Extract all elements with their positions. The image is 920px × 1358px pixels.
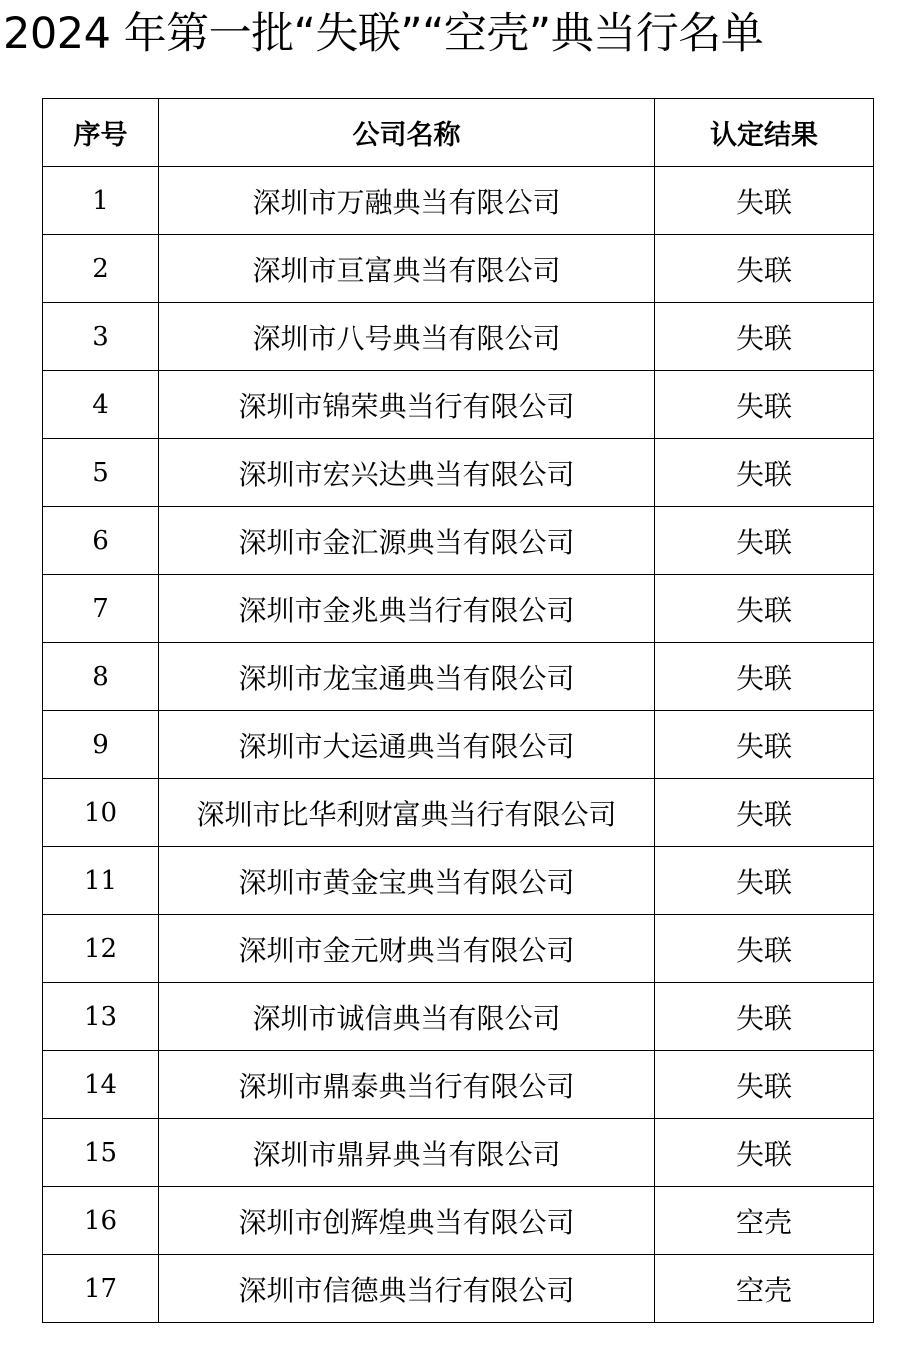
row-company-name: 深圳市万融典当有限公司 [159, 167, 655, 235]
row-serial-number: 13 [43, 983, 159, 1051]
row-serial-number: 7 [43, 575, 159, 643]
row-result: 失联 [655, 915, 874, 983]
row-company-name: 深圳市创辉煌典当有限公司 [159, 1187, 655, 1255]
row-serial-number: 12 [43, 915, 159, 983]
row-company-name: 深圳市锦荣典当行有限公司 [159, 371, 655, 439]
row-serial-number: 11 [43, 847, 159, 915]
header-determination-result: 认定结果 [655, 99, 874, 167]
row-serial-number: 6 [43, 507, 159, 575]
row-company-name: 深圳市鼎昇典当有限公司 [159, 1119, 655, 1187]
row-serial-number: 16 [43, 1187, 159, 1255]
row-serial-number: 8 [43, 643, 159, 711]
header-serial-number: 序号 [43, 99, 159, 167]
row-company-name: 深圳市龙宝通典当有限公司 [159, 643, 655, 711]
table-body [43, 167, 874, 1323]
table-row [43, 1051, 874, 1119]
row-company-name: 深圳市金兆典当行有限公司 [159, 575, 655, 643]
header-company-name: 公司名称 [159, 99, 655, 167]
row-company-name: 深圳市诚信典当有限公司 [159, 983, 655, 1051]
row-serial-number: 17 [43, 1255, 159, 1323]
table-row [43, 575, 874, 643]
table-row [43, 643, 874, 711]
table-row [43, 303, 874, 371]
table-row [43, 711, 874, 779]
row-company-name: 深圳市宏兴达典当有限公司 [159, 439, 655, 507]
row-result: 失联 [655, 303, 874, 371]
table-row [43, 779, 874, 847]
row-company-name: 深圳市亘富典当有限公司 [159, 235, 655, 303]
row-company-name: 深圳市鼎泰典当行有限公司 [159, 1051, 655, 1119]
table-row [43, 1255, 874, 1323]
table-row [43, 847, 874, 915]
table-row [43, 983, 874, 1051]
row-result: 失联 [655, 983, 874, 1051]
row-result: 失联 [655, 847, 874, 915]
row-result: 失联 [655, 779, 874, 847]
row-result: 失联 [655, 711, 874, 779]
row-result: 失联 [655, 371, 874, 439]
row-serial-number: 14 [43, 1051, 159, 1119]
table-row [43, 439, 874, 507]
pawnshop-list-table [42, 98, 874, 1323]
document-title: 2024 年第一批“失联”“空壳”典当行名单 [3, 9, 764, 59]
table-row [43, 235, 874, 303]
row-company-name: 深圳市黄金宝典当有限公司 [159, 847, 655, 915]
row-result: 失联 [655, 507, 874, 575]
row-serial-number: 15 [43, 1119, 159, 1187]
row-company-name: 深圳市信德典当行有限公司 [159, 1255, 655, 1323]
row-company-name: 深圳市金汇源典当有限公司 [159, 507, 655, 575]
row-result: 失联 [655, 1051, 874, 1119]
table-row [43, 1187, 874, 1255]
row-result: 失联 [655, 575, 874, 643]
table-header-row [43, 99, 874, 167]
row-company-name: 深圳市比华利财富典当行有限公司 [159, 779, 655, 847]
row-result: 空壳 [655, 1255, 874, 1323]
row-result: 失联 [655, 235, 874, 303]
row-company-name: 深圳市金元财典当有限公司 [159, 915, 655, 983]
row-result: 失联 [655, 439, 874, 507]
row-company-name: 深圳市八号典当有限公司 [159, 303, 655, 371]
table-row [43, 1119, 874, 1187]
row-result: 失联 [655, 643, 874, 711]
row-serial-number: 5 [43, 439, 159, 507]
row-result: 失联 [655, 167, 874, 235]
table-row [43, 507, 874, 575]
table-row [43, 371, 874, 439]
row-serial-number: 3 [43, 303, 159, 371]
row-result: 失联 [655, 1119, 874, 1187]
row-serial-number: 4 [43, 371, 159, 439]
row-serial-number: 2 [43, 235, 159, 303]
row-serial-number: 1 [43, 167, 159, 235]
row-company-name: 深圳市大运通典当有限公司 [159, 711, 655, 779]
row-serial-number: 10 [43, 779, 159, 847]
row-result: 空壳 [655, 1187, 874, 1255]
row-serial-number: 9 [43, 711, 159, 779]
table-row [43, 167, 874, 235]
table-row [43, 915, 874, 983]
